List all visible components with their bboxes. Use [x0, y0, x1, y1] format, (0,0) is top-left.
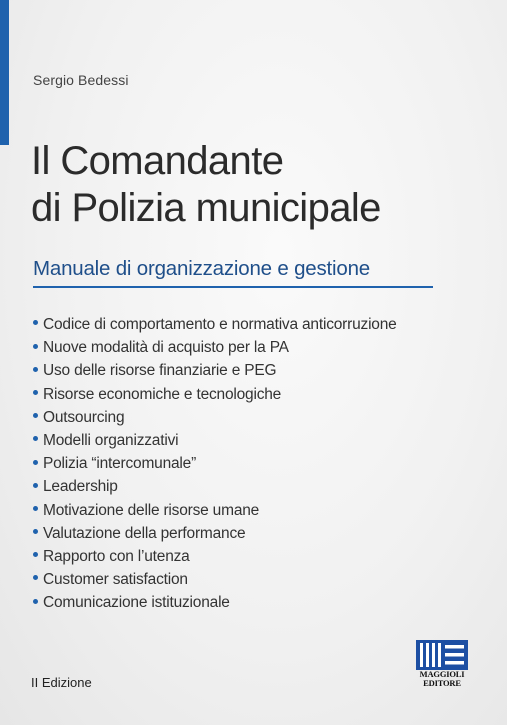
publisher-name-line-1: MAGGIOLI — [419, 669, 465, 679]
topic-label: Outsourcing — [43, 408, 125, 426]
title-line-1: Il Comandante — [31, 139, 284, 183]
subtitle-underline — [33, 286, 433, 288]
bullet-icon — [33, 599, 38, 604]
publisher-name-line-2: EDITORE — [423, 677, 461, 688]
list-item — [33, 499, 397, 522]
topics-list — [33, 313, 397, 614]
list-item — [33, 336, 397, 359]
topic-label: Valutazione della performance — [43, 524, 246, 542]
list-item — [33, 591, 397, 614]
bullet-icon — [33, 413, 38, 418]
list-item — [33, 452, 397, 475]
list-item — [33, 406, 397, 429]
list-item — [33, 568, 397, 591]
topic-label: Customer satisfaction — [43, 571, 188, 589]
topic-label: Modelli organizzativi — [43, 431, 179, 449]
list-item — [33, 313, 397, 336]
bullet-icon — [33, 460, 38, 465]
bullet-icon — [33, 552, 38, 557]
list-item — [33, 522, 397, 545]
list-item — [33, 475, 397, 498]
book-subtitle: Manuale di organizzazione e gestione — [33, 257, 370, 280]
accent-bar — [0, 0, 9, 145]
edition-label: II Edizione — [31, 675, 92, 690]
title-line-2: di Polizia municipale — [31, 186, 381, 230]
list-item — [33, 359, 397, 382]
bullet-icon — [33, 575, 38, 580]
topic-label: Risorse economiche e tecnologiche — [43, 385, 282, 403]
topic-label: Uso delle risorse finanziarie e PEG — [43, 362, 277, 380]
book-title — [31, 138, 491, 232]
bullet-icon — [33, 390, 38, 395]
topic-label: Nuove modalità di acquisto per la PA — [43, 339, 289, 357]
bullet-icon — [33, 436, 38, 441]
topic-label: Comunicazione istituzionale — [43, 594, 230, 612]
list-item — [33, 383, 397, 406]
bullet-icon — [33, 344, 38, 349]
bullet-icon — [33, 529, 38, 534]
list-item — [33, 545, 397, 568]
bullet-icon — [33, 367, 38, 372]
topic-label: Codice di comportamento e normativa anticorruzione — [43, 316, 397, 333]
publisher-logo-icon — [416, 640, 468, 670]
topic-label: Leadership — [43, 478, 118, 496]
publisher-logo — [416, 640, 468, 688]
author-name: Sergio Bedessi — [33, 72, 129, 88]
topic-label: Rapporto con l’utenza — [43, 547, 190, 565]
bullet-icon — [33, 483, 38, 488]
bullet-icon — [33, 320, 38, 325]
list-item — [33, 429, 397, 452]
topic-label: Motivazione delle risorse umane — [43, 501, 260, 519]
topic-label: Polizia “intercomunale” — [43, 455, 197, 473]
publisher-name — [416, 670, 468, 687]
bullet-icon — [33, 506, 38, 511]
